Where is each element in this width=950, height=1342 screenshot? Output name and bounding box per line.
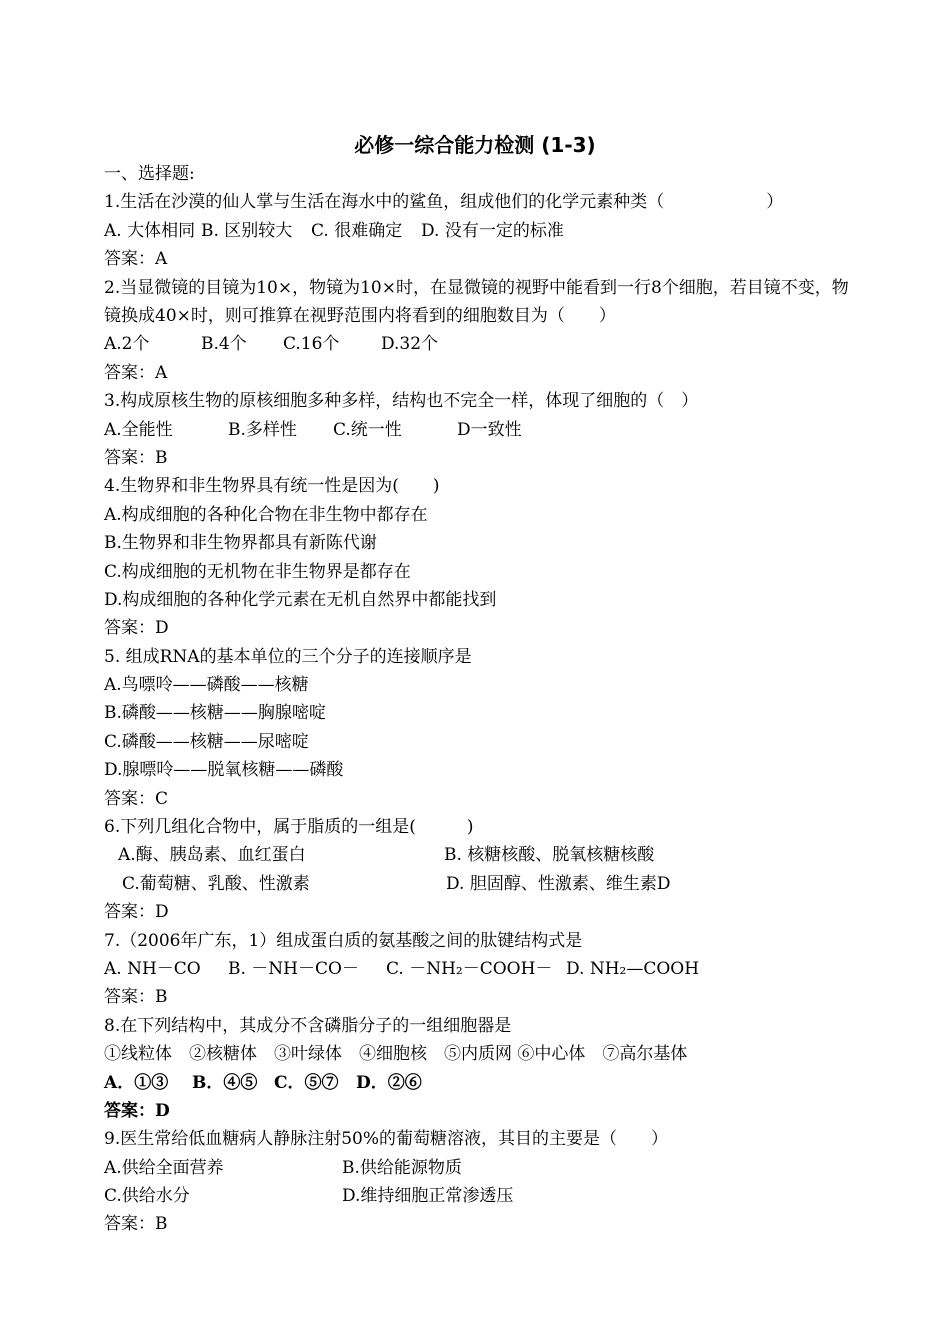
option-a: A.全能性 xyxy=(104,419,173,440)
question-6-stem: 6.下列几组化合物中，属于脂质的一组是( ) xyxy=(104,817,474,838)
question-1-stem: 1.生活在沙漠的仙人掌与生活在海水中的鲨鱼，组成他们的化学元素种类（ ） xyxy=(104,192,784,213)
question-8-options xyxy=(104,1069,864,1097)
question-7-options xyxy=(104,955,864,983)
option-d: D. 胆固醇、性激素、维生素D xyxy=(446,873,671,894)
option-d: D. 没有一定的标准 xyxy=(421,220,564,241)
option-a: A．①③ xyxy=(104,1072,169,1093)
option-c: C. 很难确定 xyxy=(311,220,403,241)
option-b: B. 区别较大 xyxy=(201,220,293,241)
question-3-stem: 3.构成原核生物的原核细胞多种多样，结构也不完全一样，体现了细胞的（ ） xyxy=(104,391,699,412)
option-c: C．⑤⑦ xyxy=(274,1072,339,1093)
option-a: A.供给全面营养 xyxy=(104,1157,224,1178)
option-c: C.16个 xyxy=(283,334,340,355)
question-7-stem: 7.（2006年广东，1）组成蛋白质的氨基酸之间的肽键结构式是 xyxy=(104,930,583,951)
option-c: C.磷酸——核糖——尿嘧啶 xyxy=(104,731,309,752)
question-9-options-row-1 xyxy=(104,1154,864,1182)
option-c: C.葡萄糖、乳酸、性激素 xyxy=(122,873,310,894)
option-b: B. 核糖核酸、脱氧核糖核酸 xyxy=(444,845,655,866)
option-c: C.供给水分 xyxy=(104,1186,190,1207)
option-b: B.生物界和非生物界都具有新陈代谢 xyxy=(104,533,377,554)
question-3-answer: 答案：B xyxy=(104,447,168,468)
option-d: D.腺嘌呤——脱氧核糖——磷酸 xyxy=(104,760,344,781)
question-5-answer: 答案：C xyxy=(104,788,169,809)
question-2-stem: 2.当显微镜的目镜为10×，物镜为10×时，在显微镜的视野中能看到一行8个细胞，若目镜不变，物镜换成40×时，则可推算在视野范围内将看到的细胞数目为（ ） xyxy=(104,277,849,326)
question-8-items: ①线粒体 ②核糖体 ③叶绿体 ④细胞核 ⑤内质网 ⑥中心体 ⑦高尔基体 xyxy=(104,1044,688,1065)
question-9-options-row-2 xyxy=(104,1182,864,1210)
option-d: D.构成细胞的各种化学元素在无机自然界中都能找到 xyxy=(104,589,497,610)
question-6-answer: 答案：D xyxy=(104,902,169,923)
question-9-stem: 9.医生常给低血糖病人静脉注射50%的葡萄糖溶液，其目的主要是（ ） xyxy=(104,1129,669,1150)
question-1-answer: 答案：A xyxy=(104,249,168,270)
question-8-answer: 答案：D xyxy=(104,1100,170,1121)
option-b: B.多样性 xyxy=(228,419,297,440)
question-4-stem: 4.生物界和非生物界具有统一性是因为( ) xyxy=(104,476,440,497)
question-9-answer: 答案：B xyxy=(104,1214,168,1235)
option-a: A.鸟嘌呤——磷酸——核糖 xyxy=(104,675,309,696)
option-c: C.统一性 xyxy=(333,419,402,440)
question-8-stem: 8.在下列结构中，其成分不含磷脂分子的一组细胞器是 xyxy=(104,1015,512,1036)
question-5-stem: 5. 组成RNA的基本单位的三个分子的连接顺序是 xyxy=(104,646,472,667)
option-a: A. NH－CO xyxy=(104,958,201,979)
option-a: A.构成细胞的各种化合物在非生物中都存在 xyxy=(104,504,428,525)
question-3-options xyxy=(104,416,864,444)
option-d: D．②⑥ xyxy=(356,1072,422,1093)
page-title: 必修一综合能力检测 (1-3) xyxy=(354,133,596,157)
option-d: D.维持细胞正常渗透压 xyxy=(342,1186,514,1207)
option-d: D. NH₂—COOH xyxy=(566,958,700,979)
option-c: C. －NH₂－COOH－ xyxy=(386,958,553,979)
option-a: A.2个 xyxy=(104,334,150,355)
option-a: A. 大体相同 xyxy=(104,220,196,241)
option-d: D.32个 xyxy=(381,334,439,355)
question-6-options-row-1 xyxy=(104,841,864,869)
option-b: B.供给能源物质 xyxy=(342,1157,462,1178)
option-b: B.4个 xyxy=(201,334,247,355)
option-c: C.构成细胞的无机物在非生物界是都存在 xyxy=(104,561,411,582)
question-2-answer: 答案：A xyxy=(104,362,168,383)
option-d: D一致性 xyxy=(457,419,522,440)
question-6-options-row-2 xyxy=(104,870,864,898)
option-b: B. －NH－CO－ xyxy=(228,958,359,979)
question-4-answer: 答案：D xyxy=(104,618,169,639)
question-1-options xyxy=(104,217,864,245)
document-body xyxy=(104,160,864,1239)
question-7-answer: 答案：B xyxy=(104,987,168,1008)
option-a: A.酶、胰岛素、血红蛋白 xyxy=(118,845,306,866)
question-2-options xyxy=(104,330,864,358)
option-b: B.磷酸——核糖——胸腺嘧啶 xyxy=(104,703,326,724)
section-heading: 一、选择题: xyxy=(104,164,195,184)
option-b: B．④⑤ xyxy=(192,1072,258,1093)
